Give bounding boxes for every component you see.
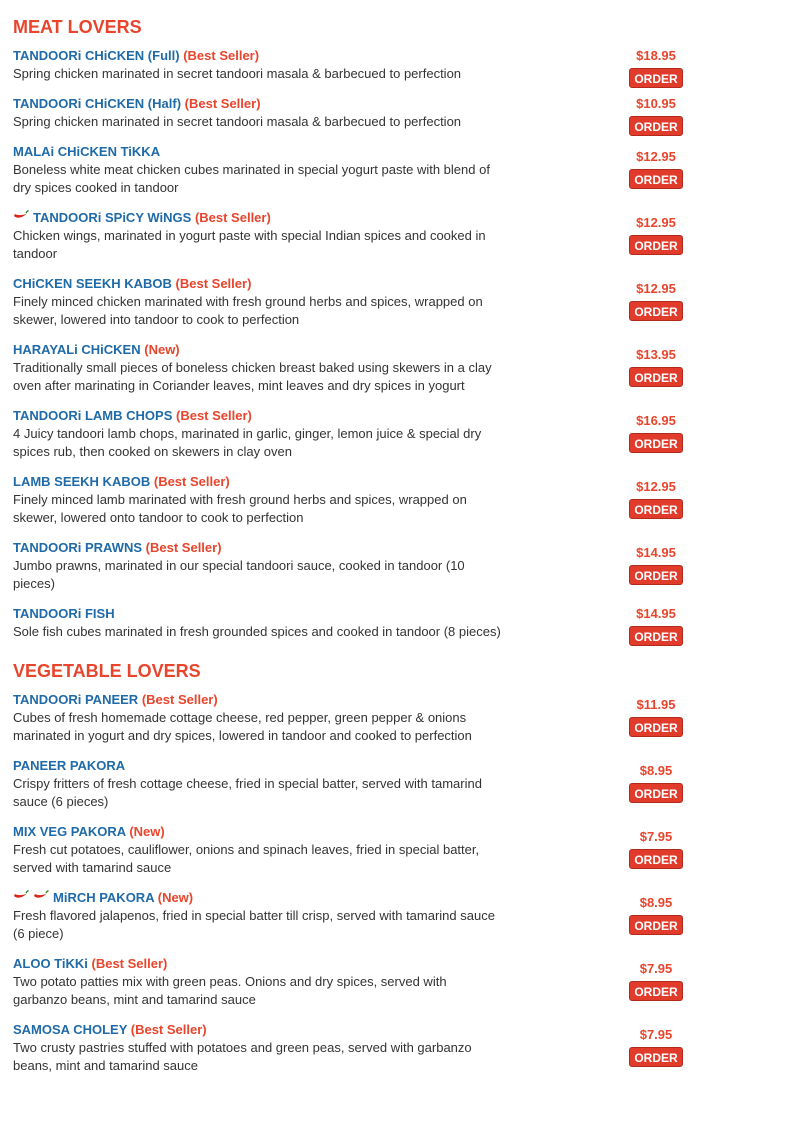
order-button[interactable]: ORDER — [629, 915, 683, 935]
menu-item-tag: (Best Seller) — [176, 408, 252, 423]
menu-item-name-line[interactable] — [13, 889, 503, 907]
menu-item-name-line[interactable] — [13, 473, 503, 491]
menu-item — [13, 143, 713, 197]
menu-item-price: $14.95 — [636, 606, 676, 621]
menu-item-price: $7.95 — [639, 1027, 673, 1042]
order-button[interactable]: ORDER — [629, 565, 683, 585]
menu-item-price: $8.95 — [639, 763, 673, 778]
order-button[interactable]: ORDER — [629, 235, 683, 255]
menu-item-name-line[interactable] — [13, 691, 503, 709]
menu-item — [13, 407, 713, 461]
menu-item-pricing — [629, 962, 683, 1001]
menu-item — [13, 95, 713, 134]
menu-item-name-line[interactable] — [13, 539, 503, 557]
order-button[interactable]: ORDER — [629, 68, 683, 88]
menu-item-name-line[interactable] — [13, 955, 503, 973]
menu-item — [13, 341, 713, 395]
menu-item — [13, 955, 713, 1009]
menu-item-tag: (Best Seller) — [130, 1022, 207, 1037]
menu-item-name[interactable]: HARAYALi CHiCKEN — [13, 342, 141, 357]
menu-item-name[interactable]: MIX VEG PAKORA — [13, 824, 126, 839]
menu-item-name-line[interactable] — [13, 275, 503, 293]
menu-item-info — [13, 955, 503, 1009]
menu-item-pricing — [629, 480, 683, 519]
menu-item-description: Fresh cut potatoes, cauliflower, onions and spinach leaves, fried in special batter, served with tamarind sauce — [13, 842, 480, 875]
section-title-vegetable-lovers: VEGETABLE LOVERS — [13, 661, 201, 681]
menu-item-name[interactable]: TANDOORi CHiCKEN (Half) — [13, 96, 182, 111]
menu-item-info — [13, 691, 503, 745]
menu-item-description: Two crusty pastries stuffed with potatoes and green peas, served with garbanzo beans, mint and tamarind sauce — [13, 1040, 472, 1073]
menu-item-price: $10.95 — [636, 96, 676, 111]
menu-item-description: Spring chicken marinated in secret tandoori masala & barbecued to perfection — [13, 114, 462, 129]
order-button[interactable]: ORDER — [629, 367, 683, 387]
menu-item-info — [13, 889, 503, 943]
menu-item-description: Sole fish cubes marinated in fresh grounded spices and cooked in tandoor (8 pieces) — [13, 624, 501, 639]
menu-item-tag: (Best Seller) — [91, 956, 168, 971]
menu-item-name[interactable]: TANDOORi LAMB CHOPS — [13, 408, 173, 423]
menu-item-name-line[interactable] — [13, 605, 503, 623]
menu-item-price: $12.95 — [636, 281, 676, 296]
menu-item — [13, 757, 713, 811]
menu-item — [13, 209, 713, 263]
menu-item-tag: (Best Seller) — [194, 210, 271, 225]
menu-item — [13, 47, 713, 86]
menu-item-tag: (Best Seller) — [141, 692, 218, 707]
menu-item-description: Finely minced lamb marinated with fresh ground herbs and spices, wrapped on skewer, lowered onto tandoor to cook to perfection — [13, 492, 467, 525]
chili-pepper-icon — [13, 210, 29, 220]
order-button[interactable]: ORDER — [629, 626, 683, 646]
menu-item-name[interactable]: TANDOORi SPiCY WiNGS — [33, 210, 192, 225]
menu-item-tag: (Best Seller) — [175, 276, 252, 291]
menu-item-tag: (New) — [144, 342, 180, 357]
order-button[interactable]: ORDER — [629, 717, 683, 737]
menu-item-info — [13, 143, 503, 197]
menu-item-tag: (Best Seller) — [183, 48, 260, 63]
menu-item-info — [13, 95, 503, 131]
order-button[interactable]: ORDER — [629, 169, 683, 189]
menu-item-price: $11.95 — [636, 697, 676, 712]
menu-item-pricing — [629, 49, 683, 88]
menu-item-description: Cubes of fresh homemade cottage cheese, red pepper, green pepper & onions marinated in yogurt and dry spices, lowered in tandoor and cooked to perfection — [13, 710, 472, 743]
menu-item-pricing — [629, 1028, 683, 1067]
menu-item-name-line[interactable] — [13, 143, 503, 161]
menu-item-info — [13, 757, 503, 811]
order-button[interactable]: ORDER — [629, 1047, 683, 1067]
menu-item-description: Fresh flavored jalapenos, fried in special batter till crisp, served with tamarind sauce (6 piece) — [13, 908, 495, 941]
menu-item-description: 4 Juicy tandoori lamb chops, marinated in garlic, ginger, lemon juice & special dry spices rub, then cooked on skewers in clay oven — [13, 426, 482, 459]
menu-item-name[interactable]: TANDOORi PRAWNS — [13, 540, 143, 555]
menu-item-name[interactable]: ALOO TiKKi — [13, 956, 88, 971]
menu-item-name-line[interactable] — [13, 407, 503, 425]
menu-item-description: Jumbo prawns, marinated in our special tandoori sauce, cooked in tandoor (10 pieces) — [13, 558, 465, 591]
menu-item-info — [13, 209, 503, 263]
menu-item-name[interactable]: TANDOORi FISH — [13, 606, 115, 621]
menu-item-description: Crispy fritters of fresh cottage cheese, fried in special batter, served with tamarind sauce (6 pieces) — [13, 776, 482, 809]
menu-item-name[interactable]: TANDOORi PANEER — [13, 692, 139, 707]
menu-item — [13, 889, 713, 943]
order-button[interactable]: ORDER — [629, 783, 683, 803]
order-button[interactable]: ORDER — [629, 981, 683, 1001]
menu-item-description: Chicken wings, marinated in yogurt paste with special Indian spices and cooked in tandoor — [13, 228, 486, 261]
menu — [0, 16, 785, 1075]
menu-item-info — [13, 407, 503, 461]
chili-pepper-icon — [33, 890, 49, 900]
menu-item-description: Two potato patties mix with green peas. Onions and dry spices, served with garbanzo beans, mint and tamarind sauce — [13, 974, 447, 1007]
menu-item-name[interactable]: MALAi CHiCKEN TiKKA — [13, 144, 161, 159]
menu-item-info — [13, 539, 503, 593]
menu-item-info — [13, 605, 503, 641]
order-button[interactable]: ORDER — [629, 116, 683, 136]
menu-item-pricing — [629, 607, 683, 646]
menu-item-info — [13, 1021, 503, 1075]
chili-pepper-icon — [13, 890, 29, 900]
menu-item-info — [13, 473, 503, 527]
menu-item-tag: (Best Seller) — [184, 96, 261, 111]
menu-item-name[interactable]: PANEER PAKORA — [13, 758, 126, 773]
menu-item-price: $12.95 — [636, 215, 676, 230]
menu-item-price: $12.95 — [636, 149, 676, 164]
order-button[interactable]: ORDER — [629, 301, 683, 321]
menu-item-name[interactable]: TANDOORi CHiCKEN (Full) — [13, 48, 180, 63]
menu-item-name-line[interactable] — [13, 1021, 503, 1039]
menu-item — [13, 1021, 713, 1075]
menu-item-tag: (New) — [157, 890, 194, 905]
menu-item-name-line[interactable] — [13, 95, 503, 113]
menu-item-price: $13.95 — [636, 347, 676, 362]
menu-item-name-line[interactable] — [13, 209, 503, 227]
menu-item-pricing — [629, 698, 683, 737]
menu-item-description: Finely minced chicken marinated with fresh ground herbs and spices, wrapped on skewer, lowered into tandoor to cook to perfection — [13, 294, 483, 327]
menu-item-price: $14.95 — [636, 545, 676, 560]
menu-item-price: $7.95 — [639, 829, 673, 844]
menu-item-pricing — [629, 282, 683, 321]
vegetable-lovers-list — [13, 691, 785, 1075]
menu-item-tag: (Best Seller) — [145, 540, 222, 555]
menu-item — [13, 539, 713, 593]
menu-item-description: Traditionally small pieces of boneless chicken breast baked using skewers in a clay oven after marinating in Coriander leaves, mint leaves and dry spices in yogurt — [13, 360, 492, 393]
menu-item-pricing — [629, 546, 683, 585]
menu-item-price: $8.95 — [639, 895, 673, 910]
menu-item-name[interactable]: LAMB SEEKH KABOB — [13, 474, 151, 489]
menu-item — [13, 691, 713, 745]
menu-item-tag: (New) — [129, 824, 165, 839]
menu-item-pricing — [629, 830, 683, 869]
menu-item-tag: (Best Seller) — [153, 474, 230, 489]
menu-item — [13, 823, 713, 877]
menu-item-info — [13, 47, 503, 83]
menu-item-pricing — [629, 348, 683, 387]
menu-item-price: $16.95 — [636, 413, 676, 428]
section-title-meat-lovers: MEAT LOVERS — [13, 17, 142, 37]
menu-item — [13, 605, 713, 644]
menu-item-name[interactable]: SAMOSA CHOLEY — [13, 1022, 128, 1037]
menu-item-description: Boneless white meat chicken cubes marinated in special yogurt paste with blend of dry spices cooked in tandoor — [13, 162, 490, 195]
menu-item-info — [13, 823, 503, 877]
menu-item-name-line[interactable] — [13, 757, 503, 775]
order-button[interactable]: ORDER — [629, 849, 683, 869]
order-button[interactable]: ORDER — [629, 433, 683, 453]
menu-item-name[interactable]: MiRCH PAKORA — [53, 890, 155, 905]
menu-item-name-line[interactable] — [13, 823, 503, 841]
menu-item-info — [13, 341, 503, 395]
order-button[interactable]: ORDER — [629, 499, 683, 519]
menu-item — [13, 275, 713, 329]
menu-item-pricing — [629, 414, 683, 453]
meat-lovers-list — [13, 47, 785, 644]
menu-item-pricing — [629, 150, 683, 189]
menu-item-name-line[interactable] — [13, 341, 503, 359]
menu-item-price: $12.95 — [636, 479, 676, 494]
menu-item-pricing — [629, 216, 683, 255]
menu-item-price: $7.95 — [639, 961, 673, 976]
menu-item-description: Spring chicken marinated in secret tandoori masala & barbecued to perfection — [13, 66, 462, 81]
menu-item-price: $18.95 — [636, 48, 676, 63]
menu-item-name[interactable]: CHiCKEN SEEKH KABOB — [13, 276, 172, 291]
menu-item-pricing — [629, 764, 683, 803]
menu-item-info — [13, 275, 503, 329]
menu-item-name-line[interactable] — [13, 47, 503, 65]
menu-item-pricing — [629, 97, 683, 136]
menu-item — [13, 473, 713, 527]
menu-item-pricing — [629, 896, 683, 935]
